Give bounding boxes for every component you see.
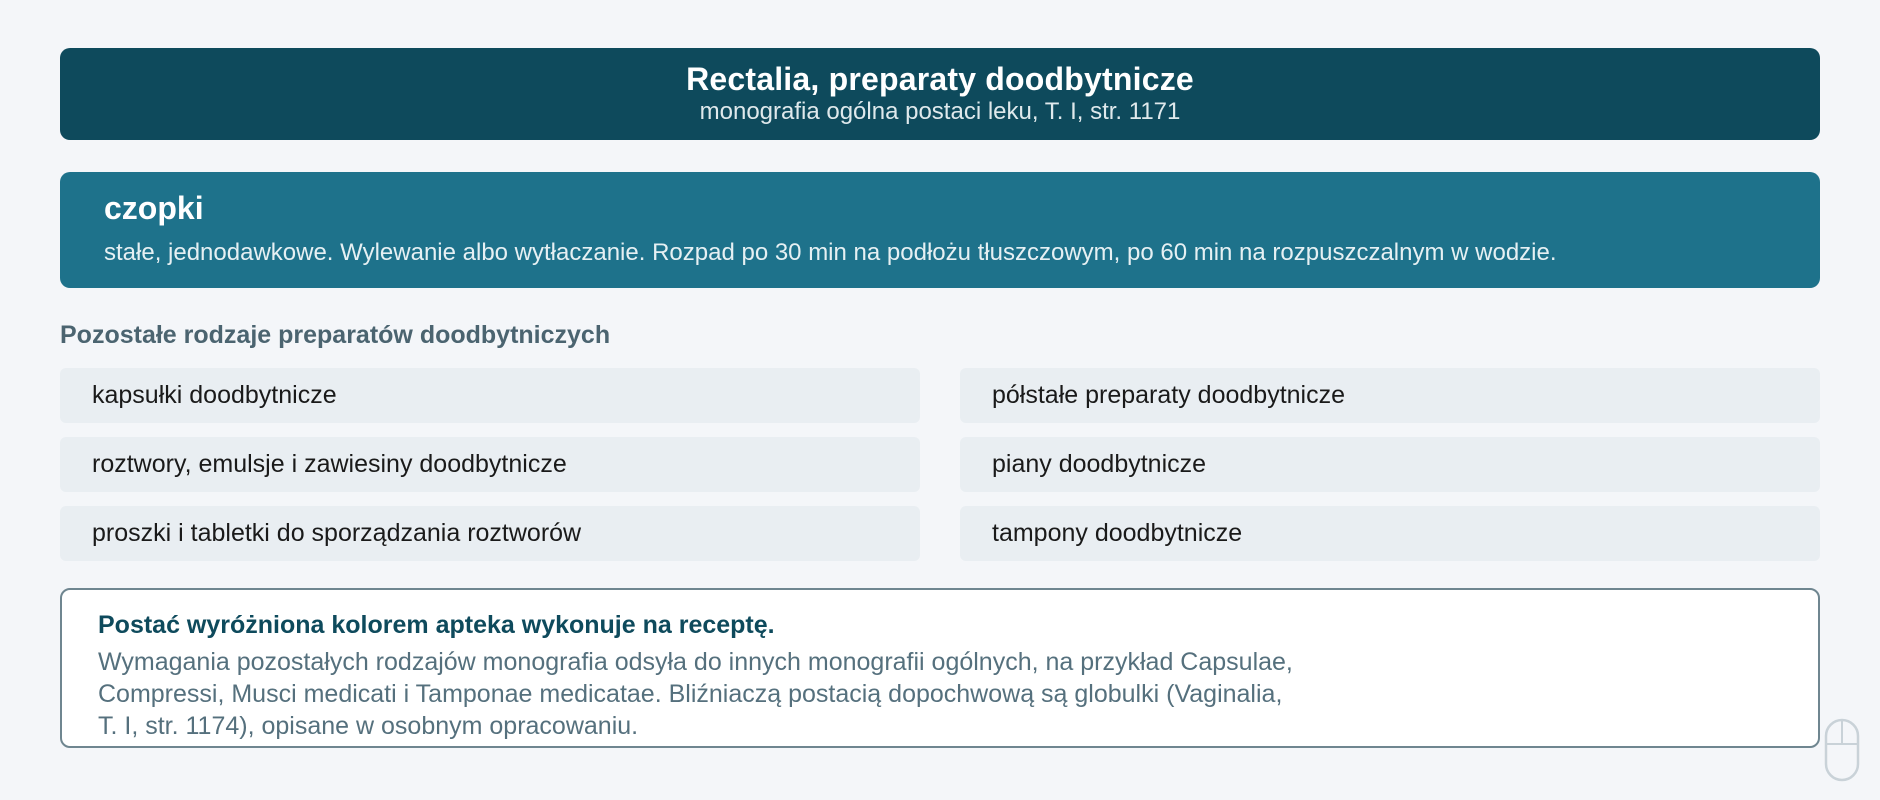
form-item-semisolid-preparations: półstałe preparaty doodbytnicze: [960, 368, 1820, 423]
page-header: [60, 48, 1820, 140]
note-text: [98, 646, 1398, 742]
page-subtitle: monografia ogólna postaci leku, T. I, str. 1171: [699, 98, 1181, 125]
form-item-powders-tablets: proszki i tabletki do sporządzania roztworów: [60, 506, 920, 561]
note-box: [60, 588, 1820, 748]
other-forms-grid: [60, 368, 1820, 561]
highlighted-form-description: stałe, jednodawkowe. Wylewanie albo wytłaczanie. Rozpad po 30 min na podłożu tłuszczowym, po 60 min na rozpuszczalnym w wodzie.: [104, 239, 1557, 266]
form-item-rectal-foams: piany doodbytnicze: [960, 437, 1820, 492]
form-item-rectal-capsules: kapsułki doodbytnicze: [60, 368, 920, 423]
page-title: Rectalia, preparaty doodbytnicze: [686, 61, 1194, 97]
other-forms-heading: Pozostałe rodzaje preparatów doodbytniczych: [60, 321, 611, 349]
highlighted-form-card: [60, 172, 1820, 288]
note-line: Compressi, Musci medicati i Tamponae medicatae. Bliźniaczą postacią dopochwową są globulki (Vaginalia,: [98, 680, 1283, 708]
highlighted-form-title: czopki: [104, 190, 204, 226]
note-heading: Postać wyróżniona kolorem apteka wykonuje na receptę.: [98, 611, 775, 639]
form-item-solutions-emulsions-suspensions: roztwory, emulsje i zawiesiny doodbytnicze: [60, 437, 920, 492]
note-line: Wymagania pozostałych rodzajów monografia odsyła do innych monografii ogólnych, na przykład Capsulae,: [98, 648, 1293, 676]
mouse-scroll-icon: [1824, 718, 1860, 782]
form-item-rectal-tampons: tampony doodbytnicze: [960, 506, 1820, 561]
note-line: T. I, str. 1174), opisane w osobnym opracowaniu.: [98, 712, 639, 740]
